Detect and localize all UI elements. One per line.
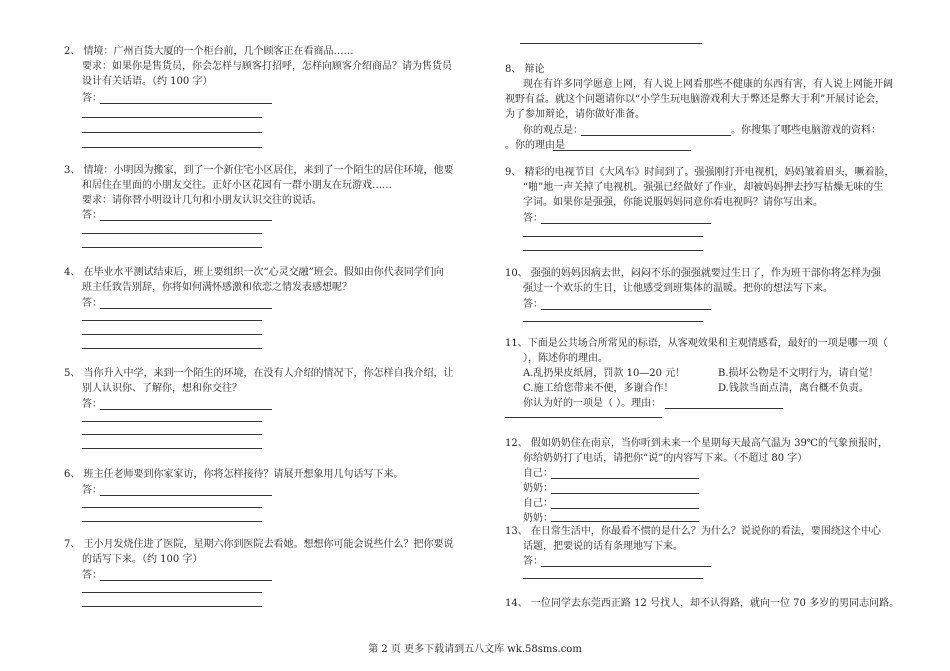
q13-answer-line[interactable] [541,566,711,567]
q8-reason-label: 。你的理由是 [505,140,565,151]
q2-answer-line[interactable] [82,117,262,118]
q2-line1: 2、 情境：广州百货大厦的一个柜台前，几个顾客正在看商品…… [64,46,354,57]
q12-self-label-2: 自己： [523,498,553,509]
q12-line2: 你给奶奶打了电话，请把你“说”的内容写下来。（不超过 80 字） [523,453,808,464]
q4-answer-line[interactable] [82,348,262,349]
q9-line1: 9、 精彩的电视节目《大风车》时间到了。强强刚打开电视机，妈妈皱着眉头，噘着脸， [505,167,895,178]
q5-answer-label: 答： [82,399,102,410]
q8-reason-line[interactable] [553,150,691,151]
q12-grandma-label-2: 奶奶： [523,513,553,524]
q6-answer-line[interactable] [100,495,272,496]
q9-answer-line[interactable] [541,223,711,224]
q6-answer-label: 答： [82,485,102,496]
q11-option-d: D.钱款当面点清，离台概不负责。 [718,383,869,394]
q4-answer-label: 答： [82,298,102,309]
q9-line2: “啪”地一声关掉了电视机。强强已经做好了作业，却被妈妈押去抄写枯燥无味的生 [523,182,884,193]
q13-answer-label: 答： [523,556,543,567]
q7-answer-line[interactable] [82,606,262,607]
q4-answer-line[interactable] [82,320,262,321]
q2-answer-line[interactable] [82,132,262,133]
q12-grandma-line-1[interactable] [551,493,699,494]
q8-title: 8、 辩论 [505,64,545,75]
q7-answer-label: 答： [82,570,102,581]
q2-line2: 要求：如果你是售货员，你会怎样与顾客打招呼，怎样向顾客介绍商品？请为售货员 [82,61,452,72]
q5-line2: 别人认识你、了解你，想和你交往？ [82,383,242,394]
q11-option-c: C.施工给您带来不便，多谢合作！ [523,383,674,394]
q12-self-label-1: 自己： [523,468,553,479]
q5-line1: 5、 当你升入中学，来到一个陌生的环境，在没有人介绍的情况下，你怎样自我介绍，让 [64,368,454,379]
q7-line1: 7、 王小月发烧住进了医院，星期六你到医院去看她。想想你可能会说些什么？把你要说 [64,539,454,550]
q4-answer-line[interactable] [100,308,272,309]
q8-viewpoint-line[interactable] [581,135,731,136]
q11-reason-line[interactable] [665,408,783,409]
q6-answer-line[interactable] [82,521,262,522]
q6-answer-line[interactable] [82,507,262,508]
q5-answer-line[interactable] [82,448,262,449]
q5-answer-line[interactable] [82,434,262,435]
q8-materials-label: 。你搜集了哪些电脑游戏的资料： [731,125,881,136]
q3-line2: 和居住在里面的小朋友交往。正好小区花园有一群小朋友在玩游戏…… [82,180,392,191]
q10-answer-line[interactable] [541,309,711,310]
q11-line2: ），陈述你的理由。 [523,353,608,364]
q10-line1: 10、 强强的妈妈因病去世，闷闷不乐的强强就要过生日了，作为班干部你将怎样为强 [505,268,881,279]
q7-line2: 的话写下来。（约 100 字） [82,554,203,565]
q9-line3: 字词。如果你是强强，你能说服妈妈同意你看电视吗？请你写出来。 [523,197,823,208]
q9-answer-line[interactable] [523,236,703,237]
q11-option-b: B.损坏公物是不文明行为，请自觉！ [718,368,879,379]
q11-line1: 11、下面是公共场合所常见的标语，从客观效果和主观情感看，最好的一项是哪一项（ [505,338,888,349]
q10-line2: 强过一个欢乐的生日，让他感受到班集体的温暖。把你的想法写下来。 [523,283,833,294]
continued-answer-line[interactable] [520,43,702,44]
q3-answer-line[interactable] [82,247,262,248]
q2-line3: 设计有关话语。（约 100 字） [82,76,213,87]
q11-reason-line[interactable] [505,417,662,418]
q5-answer-line[interactable] [82,421,262,422]
q2-answer-label: 答： [82,93,102,104]
q11-answer-label: 你认为好的一项是（ ）。理由： [523,398,662,409]
q3-answer-line[interactable] [82,233,262,234]
q10-answer-line[interactable] [523,321,703,322]
q4-answer-line[interactable] [82,334,262,335]
q2-answer-line[interactable] [82,147,262,148]
page-footer: 第 2 页 更多下载请到五八文库 wk.58sms.com [368,644,582,655]
q8-line3: 为了参加辩论，请你做好准备。 [505,109,645,120]
q10-answer-label: 答： [523,299,543,310]
q12-self-line-1[interactable] [551,478,699,479]
q14-line1: 14、 一位同学去东莞西正路 12 号找人，却不认得路，就向一位 70 多岁的男同志问路。 [505,598,900,609]
q3-line1: 3、 情境：小明因为搬家，到了一个新住宅小区居住，来到了一个陌生的居住环境，他要 [64,165,454,176]
q13-answer-line[interactable] [523,578,703,579]
q3-answer-label: 答： [82,210,102,221]
q4-line2: 班主任致告别辞，你将如何满怀感激和依恋之情发表感想呢？ [82,282,352,293]
q13-line1: 13、 在日常生活中，你最看不惯的是什么？为什么？说说你的看法，要围绕这个中心 [505,526,881,537]
q9-answer-label: 答： [523,213,543,224]
q8-line1: 现在有许多同学愿意上网，有人说上网看那些不健康的东西有害，有人说上网能开阔 [523,79,893,90]
q12-line1: 12、 假如奶奶住在南京，当你听到未来一个星期每天最高气温为 39℃的气象预报时， [505,438,888,449]
q12-self-line-2[interactable] [551,508,699,509]
q13-line2: 话题，把要说的话有条理地写下来。 [523,541,683,552]
q12-grandma-line-2[interactable] [551,521,699,522]
q8-viewpoint-label: 你的观点是： [523,125,583,136]
q12-grandma-label-1: 奶奶： [523,483,553,494]
q9-answer-line[interactable] [523,250,703,251]
q11-option-a: A.乱扔果皮纸屑，罚款 10—20 元！ [523,368,686,379]
q4-line1: 4、 在毕业水平测试结束后，班上要组织一次“心灵交融”班会。假如由你代表同学们向 [64,267,444,278]
q6-line1: 6、 班主任老师要到你家家访，你将怎样接待？请展开想象用几句话写下来。 [64,469,404,480]
q3-line3: 要求：请你替小明设计几句和小朋友认识交往的说话。 [82,195,322,206]
q7-answer-line[interactable] [100,580,272,581]
q5-answer-line[interactable] [100,409,272,410]
q7-answer-line[interactable] [82,592,262,593]
q8-line2: 视野有益。就这个问题请你以“小学生玩电脑游戏利大于弊还是弊大于利”开展讨论会， [505,94,886,105]
q3-answer-line[interactable] [100,220,272,221]
q2-answer-line[interactable] [100,103,272,104]
